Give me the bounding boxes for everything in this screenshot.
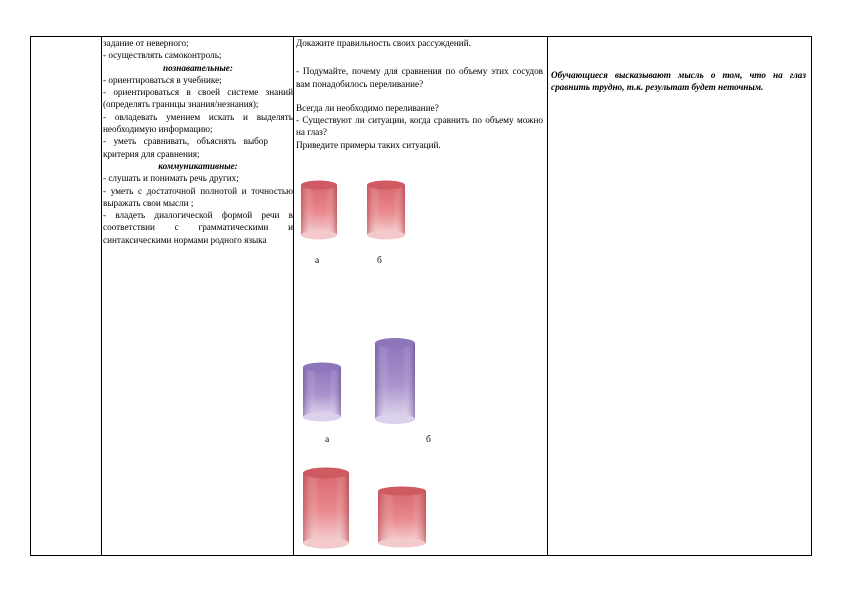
examples-prompt: Приведите примеры таких ситуаций. [296, 139, 441, 150]
cognitive-item: - ориентироваться в своей системе знаний (определять границы знания/незнания); [103, 87, 293, 110]
communicative-heading: коммуникативные: [158, 160, 238, 171]
column-divider [547, 37, 548, 555]
always-question: Всегда ли необходимо переливание? [296, 102, 439, 113]
cylinder-red-a [299, 179, 339, 241]
cognitive-heading: познавательные: [163, 62, 233, 73]
cognitive-item: - овладевать умением искать и выделять необходимую информацию; [103, 111, 293, 135]
uud-line: задание от неверного; [103, 38, 189, 48]
label-b: б [377, 256, 382, 266]
lesson-table [30, 36, 812, 556]
label-a: а [325, 435, 330, 445]
cognitive-item: - уметь сравнивать, объяснять выбор критерия для сравнения; [103, 136, 268, 159]
uud-cell [103, 37, 293, 246]
uud-line: - осуществлять самоконтроль; [103, 50, 222, 61]
cylinder-red-c [301, 465, 351, 549]
student-response: Обучающиеся высказывают мысль о том, что на глаз сравнить трудно, т.к. результат будет неточным. [551, 70, 806, 93]
label-b: б [426, 435, 431, 445]
cylinder-red-b [365, 179, 407, 241]
situations-question: - Существуют ли ситуации, когда сравнить по объему можно на глаз? [296, 115, 543, 138]
communicative-item: - уметь с достаточной полнотой и точностью выражать свои мысли ; [103, 185, 293, 208]
column-divider [101, 37, 102, 555]
think-question: - Подумайте, почему для сравнения по объему этих сосудов вам понадобилось переливание? [296, 66, 543, 89]
teacher-cell [296, 37, 543, 151]
label-a: а [315, 256, 320, 266]
cylinder-red-d [376, 485, 428, 549]
cylinder-purple-a [301, 361, 343, 423]
prove-text: Докажите правильность своих рассуждений. [296, 38, 471, 48]
communicative-item: - слушать и понимать речь других; [103, 173, 239, 184]
student-cell [551, 69, 806, 94]
cognitive-item: - ориентироваться в учебнике; [103, 74, 222, 85]
communicative-item: - владеть диалогической формой речи в соответствии с грамматическими и синтаксическими нормами родного языка [103, 210, 293, 245]
column-divider [293, 37, 294, 555]
cylinder-purple-b [373, 335, 417, 425]
